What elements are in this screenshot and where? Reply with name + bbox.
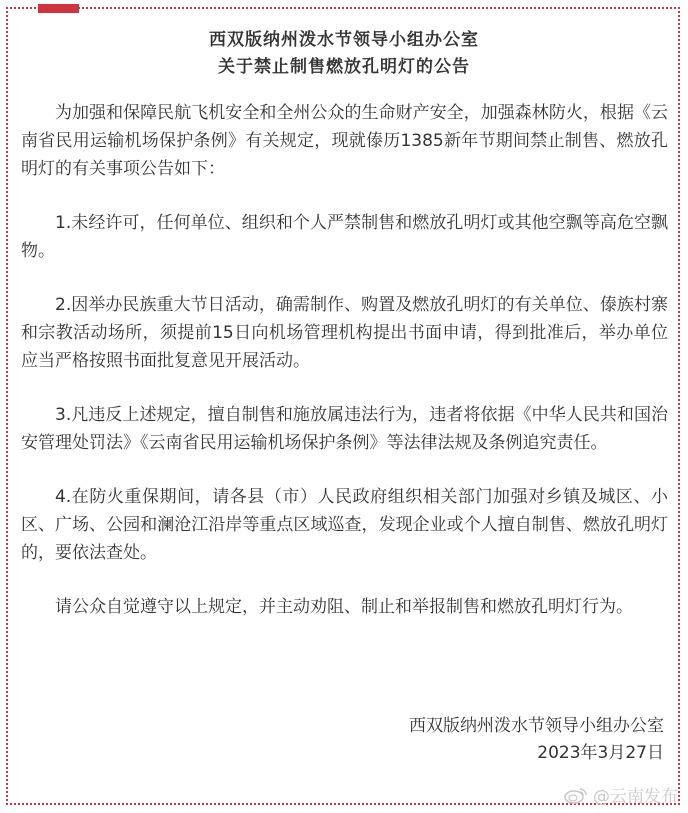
- red-tag-bar: [38, 4, 79, 13]
- signature-date: 2023年3月27日: [537, 743, 664, 763]
- clause-2-paragraph: 2.因举办民族重大节日活动，确需制作、购置及燃放孔明灯的有关单位、傣族村寨和宗教活动场所，须提前15日向机场管理机构提出书面申请，得到批准后，举办单位应当严格按照书面批复意见开展活动。: [21, 295, 668, 371]
- clause-3-paragraph: 3.凡违反上述规定，擅自制售和施放属违法行为，违者将依据《中华人民共和国治安管理处罚法》《云南省民用运输机场保护条例》等法律法规及条例追究责任。: [21, 405, 668, 453]
- watermark-text: @云南发布: [593, 787, 678, 807]
- notice-title: [0, 27, 688, 81]
- clause-4-paragraph: 4.在防火重保期间，请各县（市）人民政府组织相关部门加强对乡镇及城区、小区、广场、公园和澜沧江沿岸等重点区域巡查，发现企业或个人擅自制售、燃放孔明灯的，要依法查处。: [21, 487, 668, 563]
- signature-block: [409, 713, 664, 767]
- notice-body: [21, 99, 668, 647]
- title-line-issuer: 西双版纳州泼水节领导小组办公室: [209, 30, 479, 50]
- watermark: [563, 782, 678, 807]
- intro-paragraph: 为加强和保障民航飞机安全和全州公众的生命财产安全，加强森林防火，根据《云南省民用运输机场保护条例》有关规定，现就傣历1385新年节期间禁止制售、燃放孔明灯的有关事项公告如下：: [21, 103, 668, 179]
- clause-1-paragraph: 1.未经许可，任何单位、组织和个人严禁制售和燃放孔明灯或其他空飘等高危空飘物。: [21, 213, 668, 261]
- signature-issuer: 西双版纳州泼水节领导小组办公室: [409, 716, 664, 736]
- title-line-subject: 关于禁止制售燃放孔明灯的公告: [218, 57, 470, 77]
- closing-paragraph: 请公众自觉遵守以上规定，并主动劝阻、制止和举报制售和燃放孔明灯行为。: [55, 597, 633, 617]
- weibo-icon: [563, 786, 589, 804]
